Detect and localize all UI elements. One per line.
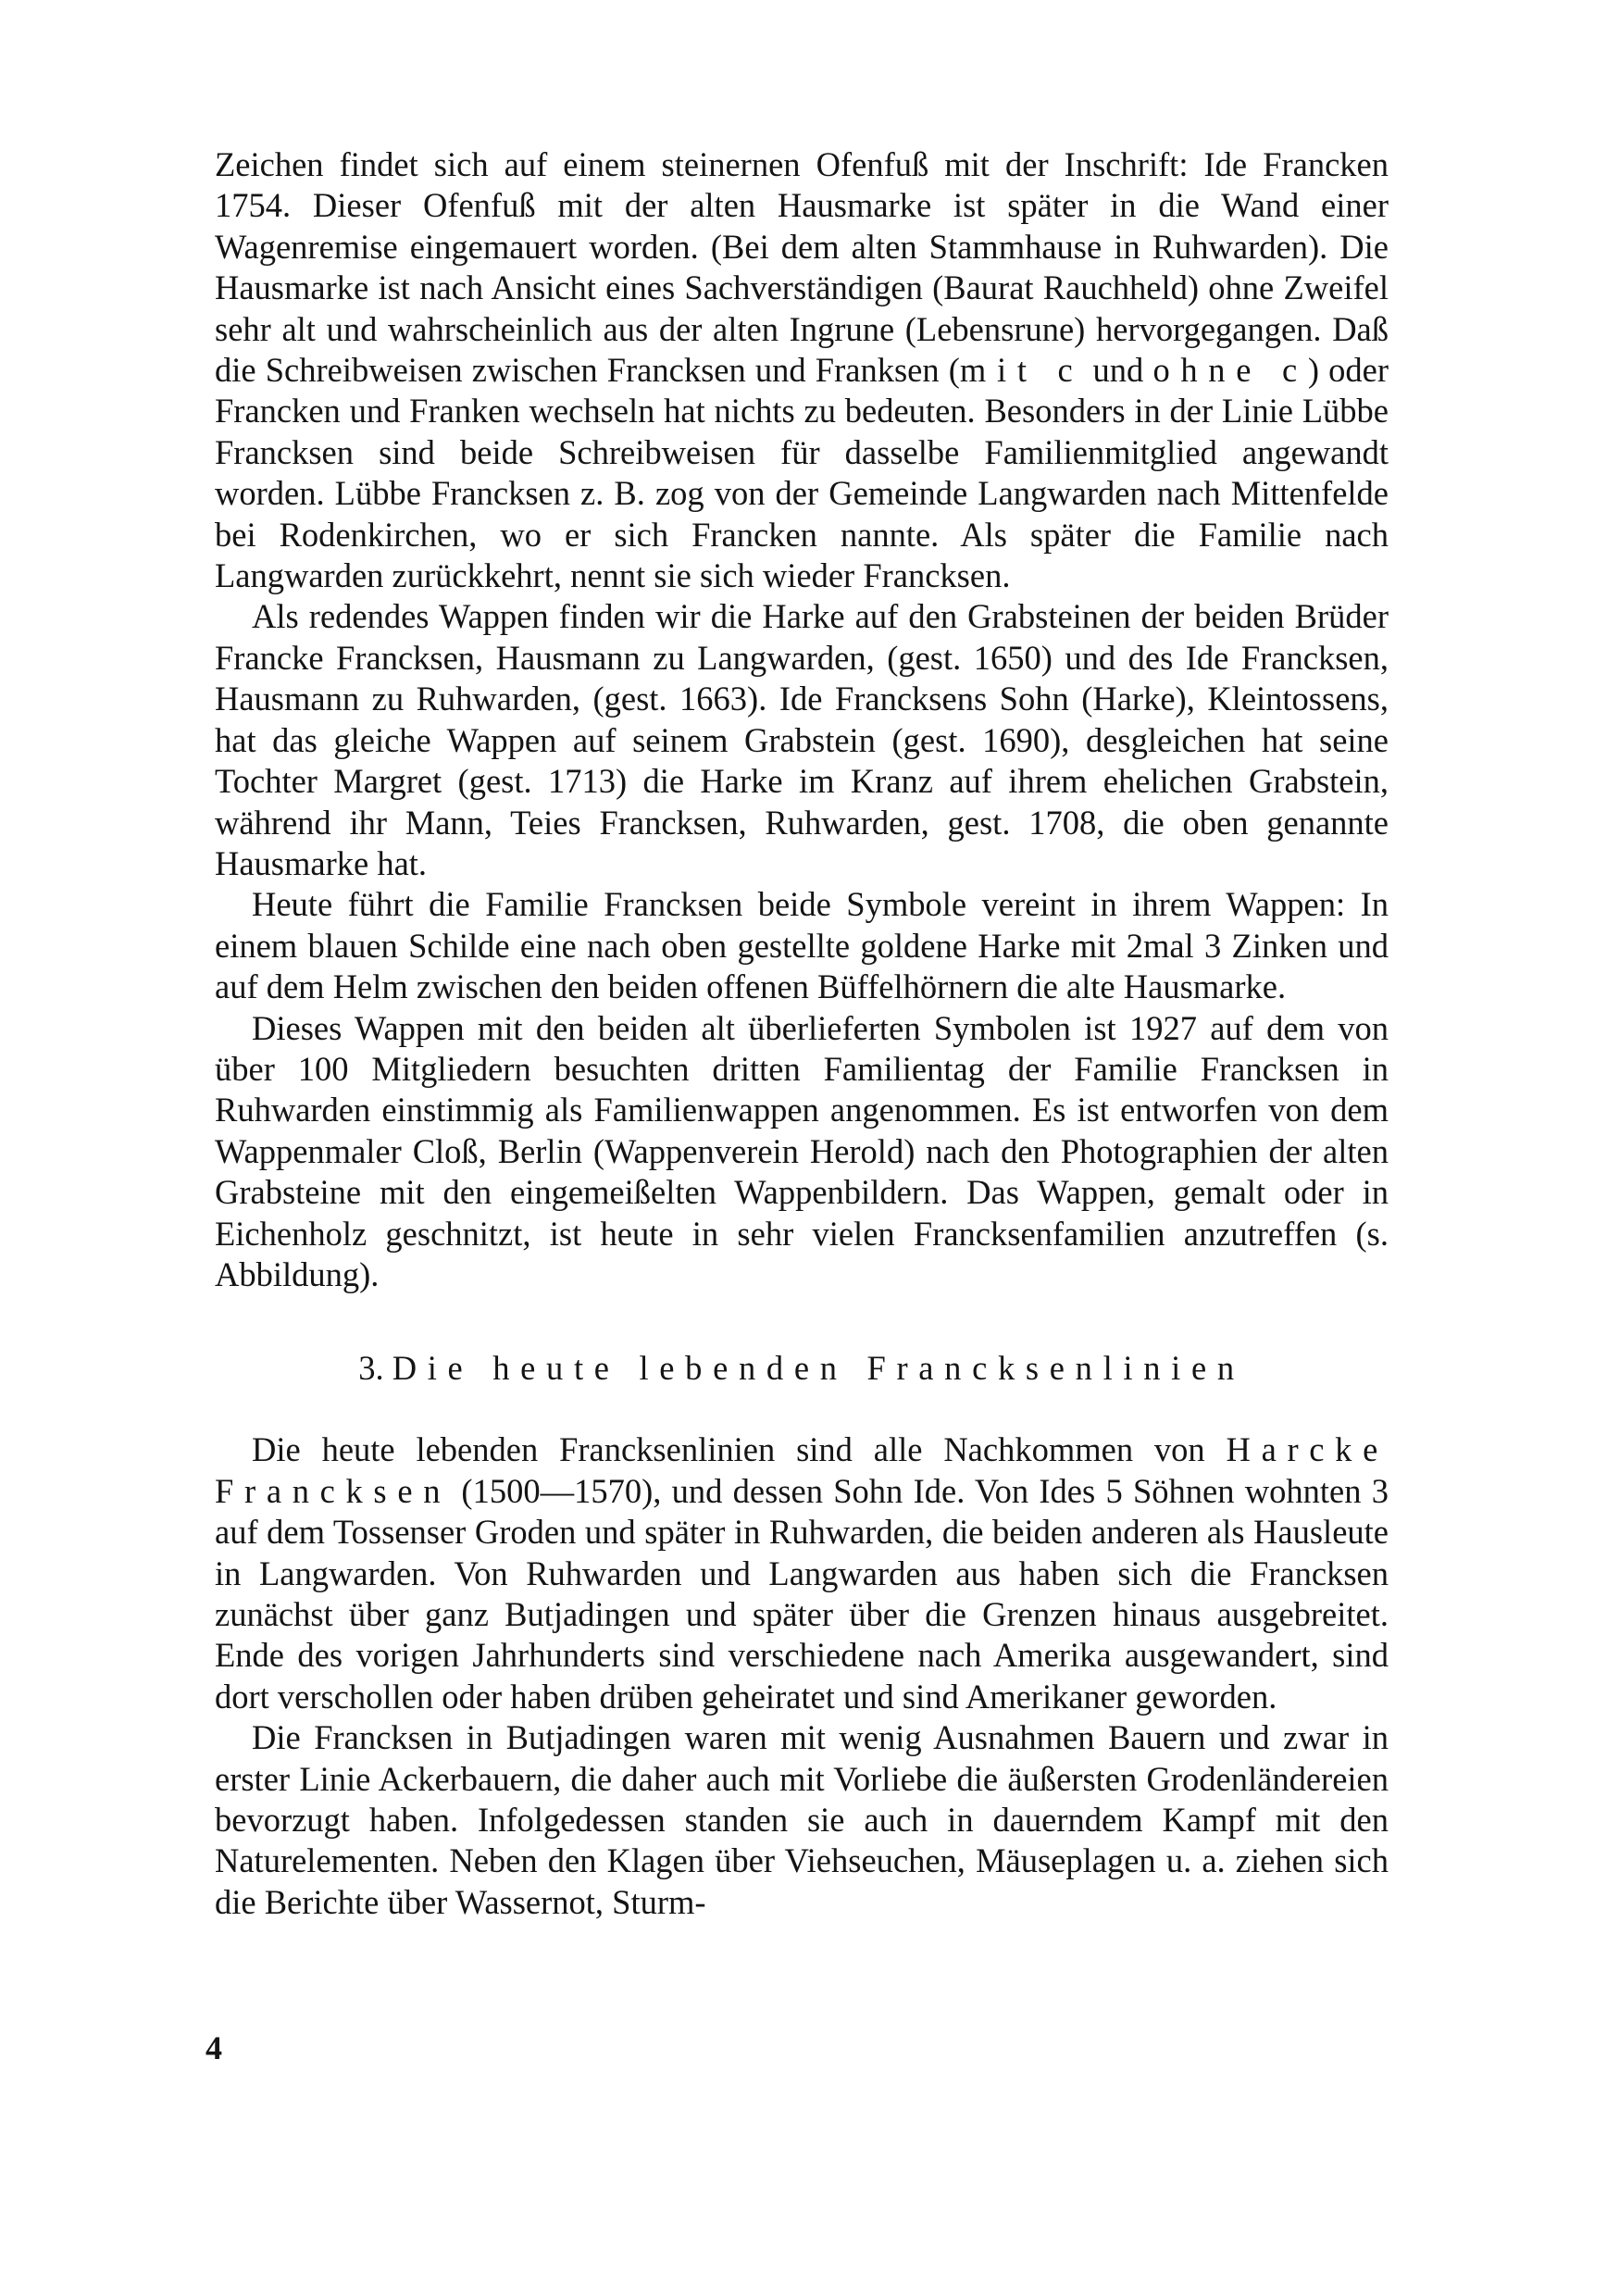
page-number: 4 — [206, 2029, 222, 2066]
paragraph-1-continuation: ) oder Francken und Franken wechseln hat nichts zu bedeuten. Besonders in der Linie Lübbe Francksen sind beide Schreibweisen für dasselbe Familienmitglied angewandt worden. Lübbe Francksen z. B. zog von der Gemeinde Langwarden nach Mittenfelde bei Rodenkirchen, wo er sich Francken nannte. Als später die Familie nach Langwarden zurückkehrt, nennt sie sich wieder Francksen. — [215, 351, 1389, 595]
section-heading — [215, 1348, 1389, 1389]
paragraph-4: Dieses Wappen mit den beiden alt überlieferten Symbolen ist 1927 auf dem von über 100 Mitgliedern besuchten dritten Familientag der Familie Francksen in Ruhwarden einstimmig als Familienwappen angenommen. Es ist entworfen von dem Wappenmaler Cloß, Berlin (Wappenverein Herold) nach den Photographien der alten Grabsteine mit den eingemeißelten Wappenbildern. Das Wappen, gemalt oder in Eichenholz geschnitzt, ist heute in sehr vielen Francksenfamilien anzutreffen (s. Abbildung). — [215, 1008, 1389, 1293]
paragraph-5 — [215, 1429, 1389, 1717]
section-number: 3. — [358, 1349, 392, 1388]
paragraph-1 — [215, 144, 1389, 596]
paragraph-3: Heute führt die Familie Francksen beide Symbole vereint in ihrem Wappen: In einem blauen Schilde eine nach oben gestellte goldene Harke mit 2mal 3 Zinken und auf dem Helm zwischen den beiden offenen Büffelhörnern die alte Hausmarke. — [215, 885, 1389, 1006]
section-title: Die heute lebenden Francksenlinien — [392, 1349, 1245, 1388]
paragraph-5-continuation: (1500—1570), und dessen Sohn Ide. Von Ides 5 Söhnen wohnten 3 auf dem Tossenser Groden und später in Ruhwarden, die beiden anderen als Hausleute in Langwarden. Von Ruhwarden und Langwarden aus haben sich die Francksen zunächst über ganz Butjadingen und später über die Grenzen hinaus ausgebreitet. Ende des vorigen Jahrhunderts sind verschiedene nach Amerika ausgewandert, sind dort verschollen oder haben drüben geheiratet und sind Amerikaner geworden. — [215, 1471, 1389, 1716]
paragraph-2: Als redendes Wappen finden wir die Harke auf den Grabsteinen der beiden Brüder Francke Francksen, Hausmann zu Langwarden, (gest. 1650) und des Ide Francksen, Hausmann zu Ruhwarden, (gest. 1663). Ide Francksens Sohn (Harke), Kleintossens, hat das gleiche Wappen auf seinem Grabstein (gest. 1690), desgleichen hat seine Tochter Margret (gest. 1713) die Harke im Kranz auf ihrem ehelichen Grabstein, während ihr Mann, Teies Francksen, Ruhwarden, gest. 1708, die oben genannte Hausmarke hat. — [215, 597, 1389, 882]
spaced-name: Harcke Francksen — [215, 1430, 1389, 1510]
paragraph-1-text: Zeichen findet sich auf einem steinernen Ofenfuß mit der Inschrift: Ide Francken 1754. Dieser Ofenfuß mit der alten Hausmarke ist später in die Wand einer Wagenremise eingemauert worden. (Bei dem alten Stammhause in Ruhwarden). Die Hausmarke ist nach Ansicht eines Sachverständigen (Baurat Rauchheld) ohne Zweifel sehr alt und wahrscheinlich aus der alten Ingrune (Lebensrune) hervorgegangen. Daß die Schreibweisen zwischen Francksen und Franksen ( — [215, 145, 1389, 390]
paragraph-1-connector: und — [1083, 351, 1153, 390]
paragraph-5-text: Die heute lebenden Francksenlinien sind alle Nachkommen von — [252, 1430, 1227, 1469]
spaced-emphasis: mit c — [959, 351, 1084, 390]
paragraph-6: Die Francksen in Butjadingen waren mit wenig Ausnahmen Bauern und zwar in erster Linie Ackerbauern, die daher auch mit Vorliebe die äußersten Grodenländereien bevorzugt haben. Infolgedessen standen sie auch in dauerndem Kampf mit den Naturelementen. Neben den Klagen über Viehseuchen, Mäuseplagen u. a. ziehen sich die Berichte über Wassernot, Sturm- — [215, 1718, 1389, 1921]
page-body — [215, 144, 1389, 1923]
spaced-emphasis: ohne c — [1152, 351, 1308, 390]
